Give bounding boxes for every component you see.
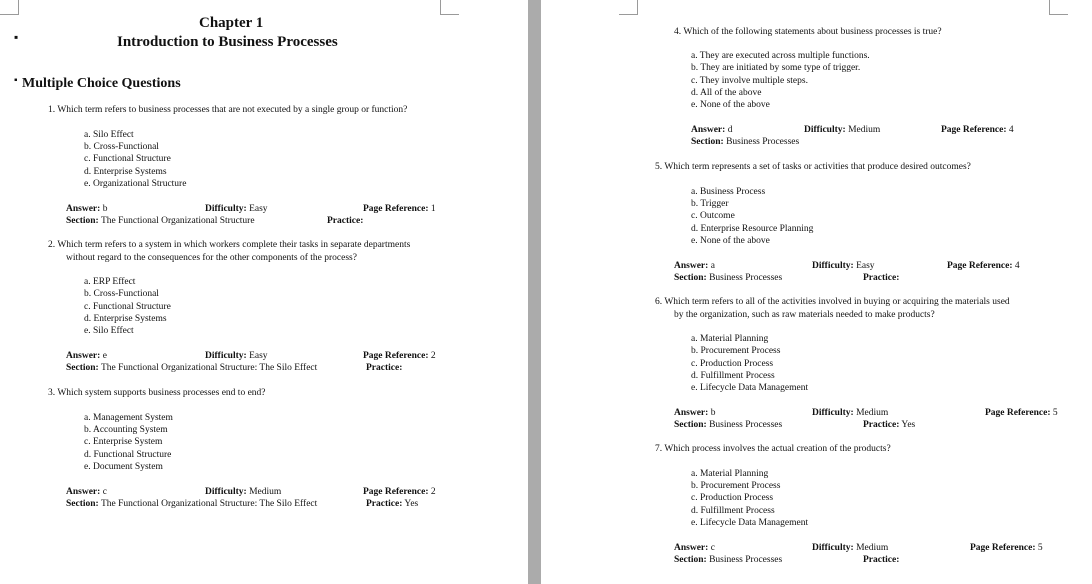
page-ref-value: 2	[430, 487, 436, 497]
page-ref-label: Page Reference:	[941, 125, 1007, 135]
difficulty-label: Difficulty:	[812, 408, 854, 418]
page-ref-value: 4	[1014, 261, 1020, 271]
practice-label: Practice:	[327, 216, 364, 226]
question-2-option: d. Enterprise Systems	[84, 314, 167, 324]
question-7-option: d. Fulfillment Process	[691, 506, 775, 516]
crop-mark	[440, 0, 459, 15]
answer-value: c	[102, 487, 107, 497]
page-ref-line	[363, 487, 436, 498]
answer-label: Answer:	[674, 408, 709, 418]
section-value: Business Processes	[709, 273, 783, 283]
bullet-marker: ▪	[14, 30, 19, 44]
question-2-text: 2. Which term refers to a system in which workers complete their tasks in separate departments	[48, 240, 411, 250]
question-4-option: a. They are executed across multiple functions.	[691, 51, 870, 61]
section-value: Business Processes	[726, 137, 800, 147]
page-ref-value: 2	[430, 351, 436, 361]
section-heading: Multiple Choice Questions	[22, 76, 181, 91]
question-4-text: 4. Which of the following statements about business processes is true?	[674, 27, 942, 37]
question-3-option: e. Document System	[84, 462, 163, 472]
difficulty-line	[812, 543, 888, 554]
section-line	[674, 555, 782, 566]
question-7-text: 7. Which process involves the actual creation of the products?	[655, 444, 891, 454]
section-label: Section:	[674, 555, 707, 565]
question-6-option: e. Lifecycle Data Management	[691, 383, 809, 393]
question-6-option: b. Procurement Process	[691, 346, 781, 356]
practice-value: Yes	[404, 499, 419, 509]
section-line	[66, 499, 317, 510]
page-ref-label: Page Reference:	[947, 261, 1013, 271]
difficulty-label: Difficulty:	[205, 487, 247, 497]
section-value: The Functional Organizational Structure: The Silo Effect	[100, 499, 318, 509]
page-ref-line	[947, 261, 1020, 272]
section-line	[674, 420, 782, 431]
section-value: The Functional Organizational Structure: The Silo Effect	[100, 363, 318, 373]
answer-label: Answer:	[674, 261, 709, 271]
difficulty-label: Difficulty:	[205, 204, 247, 214]
difficulty-value: Easy	[856, 261, 875, 271]
answer-label: Answer:	[66, 487, 101, 497]
question-5-option: e. None of the above	[691, 236, 770, 246]
answer-line	[674, 261, 715, 272]
difficulty-value: Medium	[249, 487, 282, 497]
section-value: The Functional Organizational Structure	[100, 216, 255, 226]
practice-label: Practice:	[863, 273, 900, 283]
difficulty-line	[804, 125, 880, 136]
page-ref-label: Page Reference:	[985, 408, 1051, 418]
difficulty-value: Easy	[249, 204, 268, 214]
question-6-text: by the organization, such as raw materials needed to make products?	[674, 310, 935, 320]
answer-line	[66, 487, 107, 498]
chapter-title: Chapter 1	[199, 15, 264, 31]
answer-label: Answer:	[674, 543, 709, 553]
question-4-option: d. All of the above	[691, 88, 762, 98]
question-3-option: b. Accounting System	[84, 425, 168, 435]
answer-line	[674, 543, 715, 554]
difficulty-line	[812, 261, 875, 272]
page-ref-label: Page Reference:	[363, 487, 429, 497]
section-value: Business Processes	[709, 420, 783, 430]
section-value: Business Processes	[709, 555, 783, 565]
question-5-option: c. Outcome	[691, 211, 735, 221]
answer-value: c	[710, 543, 715, 553]
question-2-option: c. Functional Structure	[84, 302, 171, 312]
question-5-option: a. Business Process	[691, 187, 766, 197]
question-6-option: d. Fulfillment Process	[691, 371, 775, 381]
page-ref-value: 1	[430, 204, 436, 214]
question-2-option: e. Silo Effect	[84, 326, 134, 336]
page-ref-label: Page Reference:	[363, 351, 429, 361]
answer-line	[66, 351, 107, 362]
question-1-text: 1. Which term refers to business processes that are not executed by a single group or function?	[48, 105, 408, 115]
practice-line	[366, 363, 402, 374]
section-line	[66, 216, 255, 227]
question-2-option: a. ERP Effect	[84, 277, 136, 287]
bullet-marker: ▪	[14, 75, 18, 86]
difficulty-label: Difficulty:	[205, 351, 247, 361]
document-page-1	[0, 0, 528, 584]
question-1-option: c. Functional Structure	[84, 154, 171, 164]
practice-line	[366, 499, 418, 510]
difficulty-value: Medium	[848, 125, 881, 135]
section-line	[66, 363, 317, 374]
section-label: Section:	[66, 499, 99, 509]
question-7-option: e. Lifecycle Data Management	[691, 518, 809, 528]
page-ref-value: 5	[1052, 408, 1058, 418]
practice-label: Practice:	[366, 363, 403, 373]
question-6-option: c. Production Process	[691, 359, 774, 369]
practice-label: Practice:	[863, 555, 900, 565]
section-label: Section:	[674, 420, 707, 430]
difficulty-value: Medium	[856, 408, 889, 418]
difficulty-line	[205, 204, 268, 215]
section-label: Section:	[674, 273, 707, 283]
answer-value: b	[710, 408, 716, 418]
page-ref-line	[363, 351, 436, 362]
page-ref-value: 5	[1037, 543, 1043, 553]
question-6-option: a. Material Planning	[691, 334, 769, 344]
section-line	[691, 137, 799, 148]
question-4-option: e. None of the above	[691, 100, 770, 110]
page-ref-line	[970, 543, 1043, 554]
difficulty-line	[205, 487, 281, 498]
section-label: Section:	[691, 137, 724, 147]
question-1-option: d. Enterprise Systems	[84, 167, 167, 177]
difficulty-label: Difficulty:	[804, 125, 846, 135]
question-1-option: a. Silo Effect	[84, 130, 134, 140]
practice-line	[863, 420, 915, 431]
answer-line	[674, 408, 715, 419]
practice-line	[327, 216, 363, 227]
crop-mark	[619, 0, 638, 15]
question-3-option: a. Management System	[84, 413, 173, 423]
difficulty-value: Easy	[249, 351, 268, 361]
document-page-2	[541, 0, 1092, 584]
question-1-option: e. Organizational Structure	[84, 179, 187, 189]
question-2-option: b. Cross-Functional	[84, 289, 159, 299]
document-title: Introduction to Business Processes	[117, 34, 338, 50]
answer-value: a	[710, 261, 715, 271]
answer-value: d	[727, 125, 733, 135]
practice-line	[863, 555, 899, 566]
section-line	[674, 273, 782, 284]
page-ref-line	[941, 125, 1014, 136]
question-5-text: 5. Which term represents a set of tasks or activities that produce desired outcomes?	[655, 162, 971, 172]
answer-label: Answer:	[691, 125, 726, 135]
crop-mark	[0, 0, 19, 15]
answer-value: b	[102, 204, 108, 214]
crop-mark	[1049, 0, 1068, 15]
answer-line	[691, 125, 732, 136]
question-6-text: 6. Which term refers to all of the activities involved in buying or acquiring the materials used	[655, 297, 1010, 307]
difficulty-label: Difficulty:	[812, 543, 854, 553]
question-3-option: c. Enterprise System	[84, 437, 163, 447]
practice-label: Practice:	[366, 499, 403, 509]
answer-line	[66, 204, 107, 215]
section-label: Section:	[66, 363, 99, 373]
difficulty-value: Medium	[856, 543, 889, 553]
difficulty-label: Difficulty:	[812, 261, 854, 271]
practice-value: Yes	[901, 420, 916, 430]
answer-value: e	[102, 351, 107, 361]
answer-label: Answer:	[66, 351, 101, 361]
question-2-text: without regard to the consequences for the other components of the process?	[66, 253, 357, 263]
difficulty-line	[205, 351, 268, 362]
question-7-option: c. Production Process	[691, 493, 774, 503]
question-1-option: b. Cross-Functional	[84, 142, 159, 152]
question-7-option: b. Procurement Process	[691, 481, 781, 491]
page-ref-label: Page Reference:	[363, 204, 429, 214]
page-ref-line	[985, 408, 1058, 419]
question-3-option: d. Functional Structure	[84, 450, 172, 460]
practice-line	[863, 273, 899, 284]
question-7-option: a. Material Planning	[691, 469, 769, 479]
question-3-text: 3. Which system supports business processes end to end?	[48, 388, 266, 398]
section-label: Section:	[66, 216, 99, 226]
page-ref-label: Page Reference:	[970, 543, 1036, 553]
answer-label: Answer:	[66, 204, 101, 214]
question-4-option: b. They are initiated by some type of trigger.	[691, 63, 861, 73]
difficulty-line	[812, 408, 888, 419]
page-ref-line	[363, 204, 436, 215]
question-5-option: d. Enterprise Resource Planning	[691, 224, 814, 234]
question-4-option: c. They involve multiple steps.	[691, 76, 808, 86]
question-5-option: b. Trigger	[691, 199, 729, 209]
practice-label: Practice:	[863, 420, 900, 430]
page-ref-value: 4	[1008, 125, 1014, 135]
